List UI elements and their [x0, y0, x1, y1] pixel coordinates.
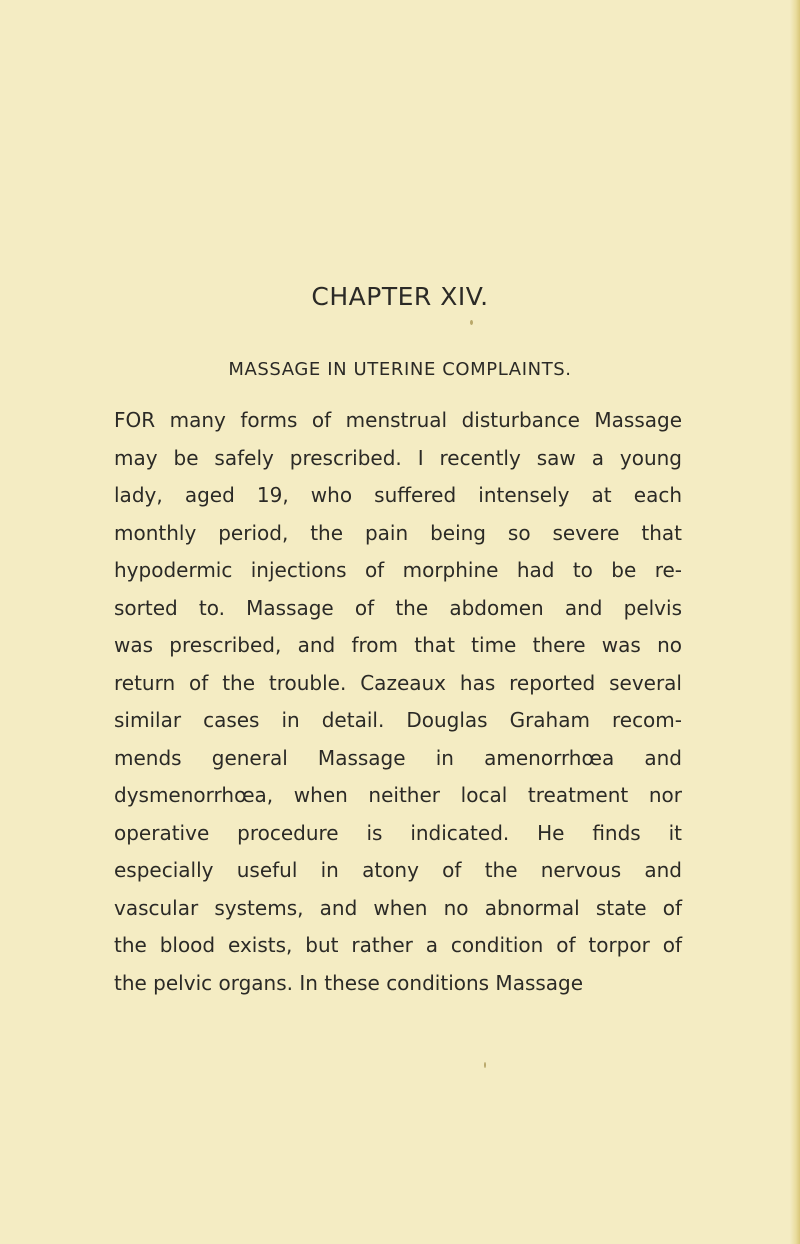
text-line: hypodermic injections of morphine had to be re-	[114, 558, 682, 582]
text-line: mends general Massage in amenorrhœa and	[114, 745, 682, 770]
page-edge-shadow	[790, 0, 800, 1244]
text-line: the pelvic organs. In these conditions Massage	[114, 970, 584, 995]
text-line: especially useful in atony of the nervous and	[114, 858, 682, 882]
text-line: may be safely prescribed. I recently saw a young	[114, 445, 682, 470]
chapter-title: CHAPTER XIV.	[311, 282, 489, 311]
text-line: operative procedure is indicated. He finds it	[114, 820, 682, 845]
body-paragraph	[114, 402, 682, 1002]
text-line: dysmenorrhœa, when neither local treatment nor	[114, 783, 682, 807]
text-line: lady, aged 19, who suffered intensely at each	[114, 483, 682, 507]
text-line: similar cases in detail. Douglas Graham recom-	[114, 708, 682, 732]
text-line: FOR many forms of menstrual disturbance Massage	[114, 408, 682, 432]
text-line: return of the trouble. Cazeaux has reported several	[114, 670, 682, 695]
text-line: sorted to. Massage of the abdomen and pelvis	[114, 595, 682, 620]
text-line: monthly period, the pain being so severe that	[114, 520, 682, 545]
print-speck	[484, 1062, 486, 1068]
text-line: was prescribed, and from that time there was no	[114, 633, 682, 657]
print-speck	[470, 320, 473, 325]
text-line: vascular systems, and when no abnormal state of	[114, 895, 682, 920]
opening-word: FOR	[114, 408, 156, 432]
text-line: the blood exists, but rather a condition of torpor of	[114, 933, 682, 957]
section-title: MASSAGE IN UTERINE COMPLAINTS.	[228, 359, 572, 380]
